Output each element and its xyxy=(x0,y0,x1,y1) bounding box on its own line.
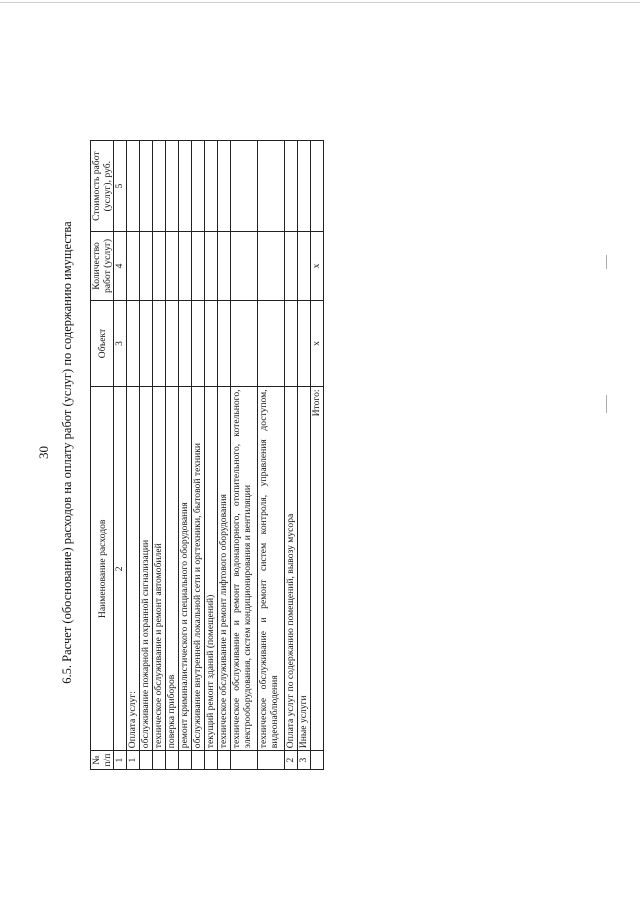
rotated-page xyxy=(36,40,600,865)
row-qty xyxy=(140,232,153,300)
row-name: техническое обслуживание и ремонт систем контроля, управления доступом, видеонаблюдения xyxy=(258,387,285,751)
row-qty xyxy=(166,232,179,300)
header-name: Наименование расходов xyxy=(91,387,114,751)
row-num xyxy=(166,751,179,770)
row-num: 2 xyxy=(285,751,298,770)
header-qty: Количество работ (услуг) xyxy=(91,232,114,300)
row-qty xyxy=(258,232,285,300)
row-object xyxy=(285,300,298,387)
row-object xyxy=(205,300,218,387)
row-object xyxy=(298,300,311,387)
row-num: 3 xyxy=(298,751,311,770)
scan-mark xyxy=(606,395,607,413)
row-cost xyxy=(218,141,231,232)
row-object xyxy=(179,300,192,387)
row-name: обслуживание пожарной и охранной сигнализации xyxy=(140,387,153,751)
header-row xyxy=(91,141,114,770)
scan-top-edge xyxy=(0,2,640,3)
row-num xyxy=(153,751,166,770)
row-cost xyxy=(153,141,166,232)
table-row xyxy=(258,141,285,770)
table-row xyxy=(140,141,153,770)
header-num: № п/п xyxy=(91,751,114,770)
row-cost xyxy=(298,141,311,232)
row-qty xyxy=(179,232,192,300)
row-name: техническое обслуживание и ремонт водонапорного, отопительного, котельного, электрооборудования, систем кондиционирования и вентиляции xyxy=(231,387,258,751)
row-num xyxy=(218,751,231,770)
col-number: 1 xyxy=(114,751,127,770)
table-row xyxy=(192,141,205,770)
row-object xyxy=(127,300,140,387)
row-name: техническое обслуживание и ремонт лифтового оборудования xyxy=(218,387,231,751)
row-name: ремонт криминалистического и специального оборудования xyxy=(179,387,192,751)
col-number: 2 xyxy=(114,387,127,751)
row-cost xyxy=(231,141,258,232)
col-number: 4 xyxy=(114,232,127,300)
row-cost xyxy=(166,141,179,232)
table-row xyxy=(218,141,231,770)
total-label: Итого: xyxy=(311,387,324,751)
row-qty xyxy=(127,232,140,300)
row-name: техническое обслуживание и ремонт автомобилей xyxy=(153,387,166,751)
row-qty xyxy=(153,232,166,300)
row-name: поверка приборов xyxy=(166,387,179,751)
row-object xyxy=(218,300,231,387)
row-name: текущий ремонт зданий (помещений) xyxy=(205,387,218,751)
scan-mark xyxy=(606,255,607,269)
row-cost xyxy=(205,141,218,232)
row-name: Иные услуги xyxy=(298,387,311,751)
total-cost xyxy=(311,141,324,232)
total-row xyxy=(311,141,324,770)
row-object xyxy=(231,300,258,387)
row-num xyxy=(258,751,285,770)
row-name: обслуживание внутренней локальной сети и оргтехники, бытовой техники xyxy=(192,387,205,751)
table-body xyxy=(127,141,311,770)
row-cost xyxy=(258,141,285,232)
table-row xyxy=(298,141,311,770)
row-qty xyxy=(205,232,218,300)
row-qty xyxy=(218,232,231,300)
row-qty xyxy=(298,232,311,300)
row-cost xyxy=(140,141,153,232)
row-object xyxy=(140,300,153,387)
row-cost xyxy=(179,141,192,232)
table-row xyxy=(285,141,298,770)
total-num-cell xyxy=(311,751,324,770)
col-number: 5 xyxy=(114,141,127,232)
row-cost xyxy=(285,141,298,232)
table-row xyxy=(231,141,258,770)
row-name: Оплата услуг по содержанию помещений, вывозу мусора xyxy=(285,387,298,751)
row-name: Оплата услуг: xyxy=(127,387,140,751)
row-qty xyxy=(192,232,205,300)
row-num xyxy=(231,751,258,770)
table-row xyxy=(153,141,166,770)
row-qty xyxy=(231,232,258,300)
table-title: 6.5. Расчет (обоснование) расходов на оплату работ (услуг) по содержанию имущества xyxy=(60,221,74,684)
row-num xyxy=(179,751,192,770)
row-object xyxy=(166,300,179,387)
total-qty: x xyxy=(311,232,324,300)
row-num xyxy=(192,751,205,770)
row-cost xyxy=(192,141,205,232)
row-qty xyxy=(285,232,298,300)
total-object: x xyxy=(311,300,324,387)
row-num xyxy=(140,751,153,770)
row-cost xyxy=(127,141,140,232)
table-row xyxy=(127,141,140,770)
page-number: 30 xyxy=(36,446,51,459)
header-object: Объект xyxy=(91,300,114,387)
column-number-row xyxy=(114,141,127,770)
row-num xyxy=(205,751,218,770)
table-row xyxy=(166,141,179,770)
table-row xyxy=(179,141,192,770)
table-row xyxy=(205,141,218,770)
col-number: 3 xyxy=(114,300,127,387)
row-num: 1 xyxy=(127,751,140,770)
header-cost: Стоимость работ (услуг), руб. xyxy=(91,141,114,232)
expenses-table xyxy=(90,140,324,770)
row-object xyxy=(153,300,166,387)
row-object xyxy=(258,300,285,387)
row-object xyxy=(192,300,205,387)
